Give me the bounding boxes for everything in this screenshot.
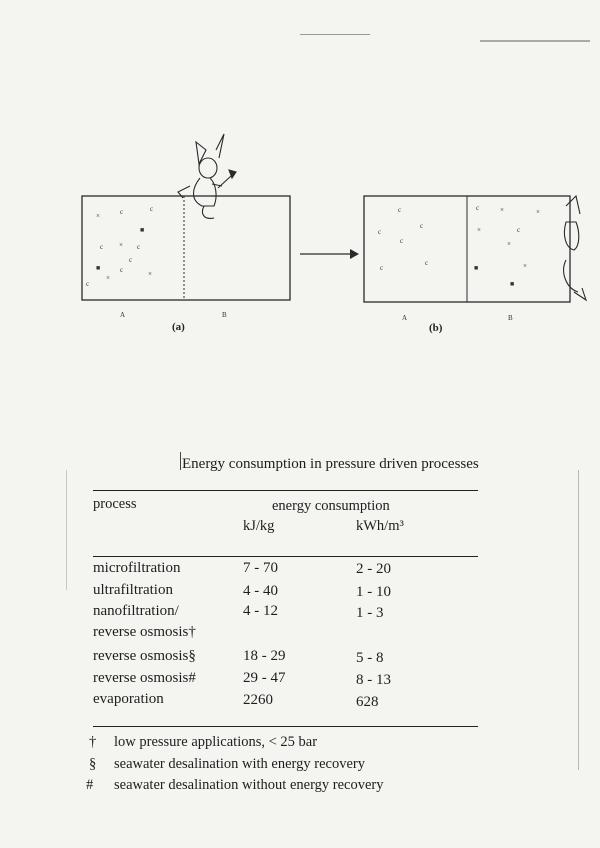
scan-artifact-left-edge — [66, 470, 67, 590]
row-kwh: 1 - 10 — [356, 584, 391, 600]
row-kj: 18 - 29 — [243, 648, 286, 664]
header-kwh-per-m3: kWh/m³ — [356, 518, 404, 534]
footnote-text: low pressure applications, < 25 bar — [114, 734, 318, 750]
row-kj: 4 - 40 — [243, 583, 278, 599]
panel-a-label: (a) — [172, 321, 185, 333]
svg-text:c: c — [517, 226, 521, 234]
svg-text:×: × — [523, 262, 527, 270]
footnote-text: seawater desalination with energy recovery — [114, 756, 365, 772]
row-kj: 29 - 47 — [243, 670, 286, 686]
panel-a-right-label: B — [222, 311, 227, 319]
row-kwh: 2 - 20 — [356, 561, 391, 577]
header-kj-per-kg: kJ/kg — [243, 518, 275, 534]
row-process: reverse osmosis§ — [93, 648, 196, 664]
svg-text:c: c — [120, 266, 124, 274]
svg-text:c: c — [129, 256, 133, 264]
svg-text:c: c — [425, 259, 429, 267]
svg-text:×: × — [477, 226, 481, 234]
svg-text:×: × — [500, 206, 504, 214]
svg-text:■: ■ — [474, 264, 479, 272]
maxwell-demon-figure — [0, 0, 600, 345]
svg-text:c: c — [476, 204, 480, 212]
row-process: microfiltration — [93, 560, 181, 576]
svg-text:■: ■ — [510, 280, 515, 288]
particles-b — [378, 204, 540, 288]
footnote-symbol: # — [86, 777, 94, 793]
table-top-rule — [93, 490, 478, 491]
row-kwh: 1 - 3 — [356, 605, 384, 621]
svg-text:c: c — [380, 264, 384, 272]
svg-text:c: c — [420, 222, 424, 230]
svg-text:c: c — [86, 280, 90, 288]
svg-text:c: c — [378, 228, 382, 236]
panel-b-left-label: A — [402, 314, 408, 322]
row-process: ultrafiltration — [93, 582, 173, 598]
svg-text:×: × — [536, 208, 540, 216]
scan-artifact-right-edge — [578, 470, 579, 770]
row-kj: 4 - 12 — [243, 603, 278, 619]
svg-text:c: c — [398, 206, 402, 214]
caption-bar — [180, 452, 181, 470]
svg-text:c: c — [137, 243, 141, 251]
row-kwh: 8 - 13 — [356, 672, 391, 688]
svg-text:×: × — [507, 240, 511, 248]
table-header-rule — [93, 556, 478, 557]
svg-text:×: × — [119, 241, 123, 249]
table-caption: Energy consumption in pressure driven processes — [182, 456, 479, 472]
footnote-symbol: † — [89, 734, 97, 750]
table-bottom-rule — [93, 726, 478, 727]
row-process: nanofiltration/ — [93, 603, 179, 619]
svg-text:■: ■ — [96, 264, 101, 272]
panel-b-label: (b) — [429, 322, 443, 334]
demon-figure-b — [564, 196, 586, 300]
panel-a-box — [82, 196, 290, 300]
svg-text:c: c — [400, 237, 404, 245]
row-kj: 2260 — [243, 692, 273, 708]
svg-text:×: × — [106, 274, 110, 282]
header-energy-consumption: energy consumption — [272, 498, 390, 514]
row-process: reverse osmosis† — [93, 624, 196, 640]
row-process: evaporation — [93, 691, 164, 707]
particles-a — [86, 205, 153, 288]
row-kj: 7 - 70 — [243, 560, 278, 576]
svg-text:×: × — [148, 270, 152, 278]
panel-b-right-label: B — [508, 314, 513, 322]
panel-a-left-label: A — [120, 311, 126, 319]
svg-text:c: c — [120, 208, 124, 216]
footnote-text: seawater desalination without energy recovery — [114, 777, 384, 793]
svg-text:c: c — [150, 205, 154, 213]
header-process: process — [93, 496, 137, 512]
row-process: reverse osmosis# — [93, 670, 196, 686]
footnote-symbol: § — [89, 756, 97, 772]
row-kwh: 628 — [356, 694, 379, 710]
arrow-head — [350, 249, 359, 259]
svg-text:■: ■ — [140, 226, 145, 234]
demon-figure-a — [178, 134, 236, 218]
svg-text:c: c — [100, 243, 104, 251]
svg-text:×: × — [96, 212, 100, 220]
row-kwh: 5 - 8 — [356, 650, 384, 666]
